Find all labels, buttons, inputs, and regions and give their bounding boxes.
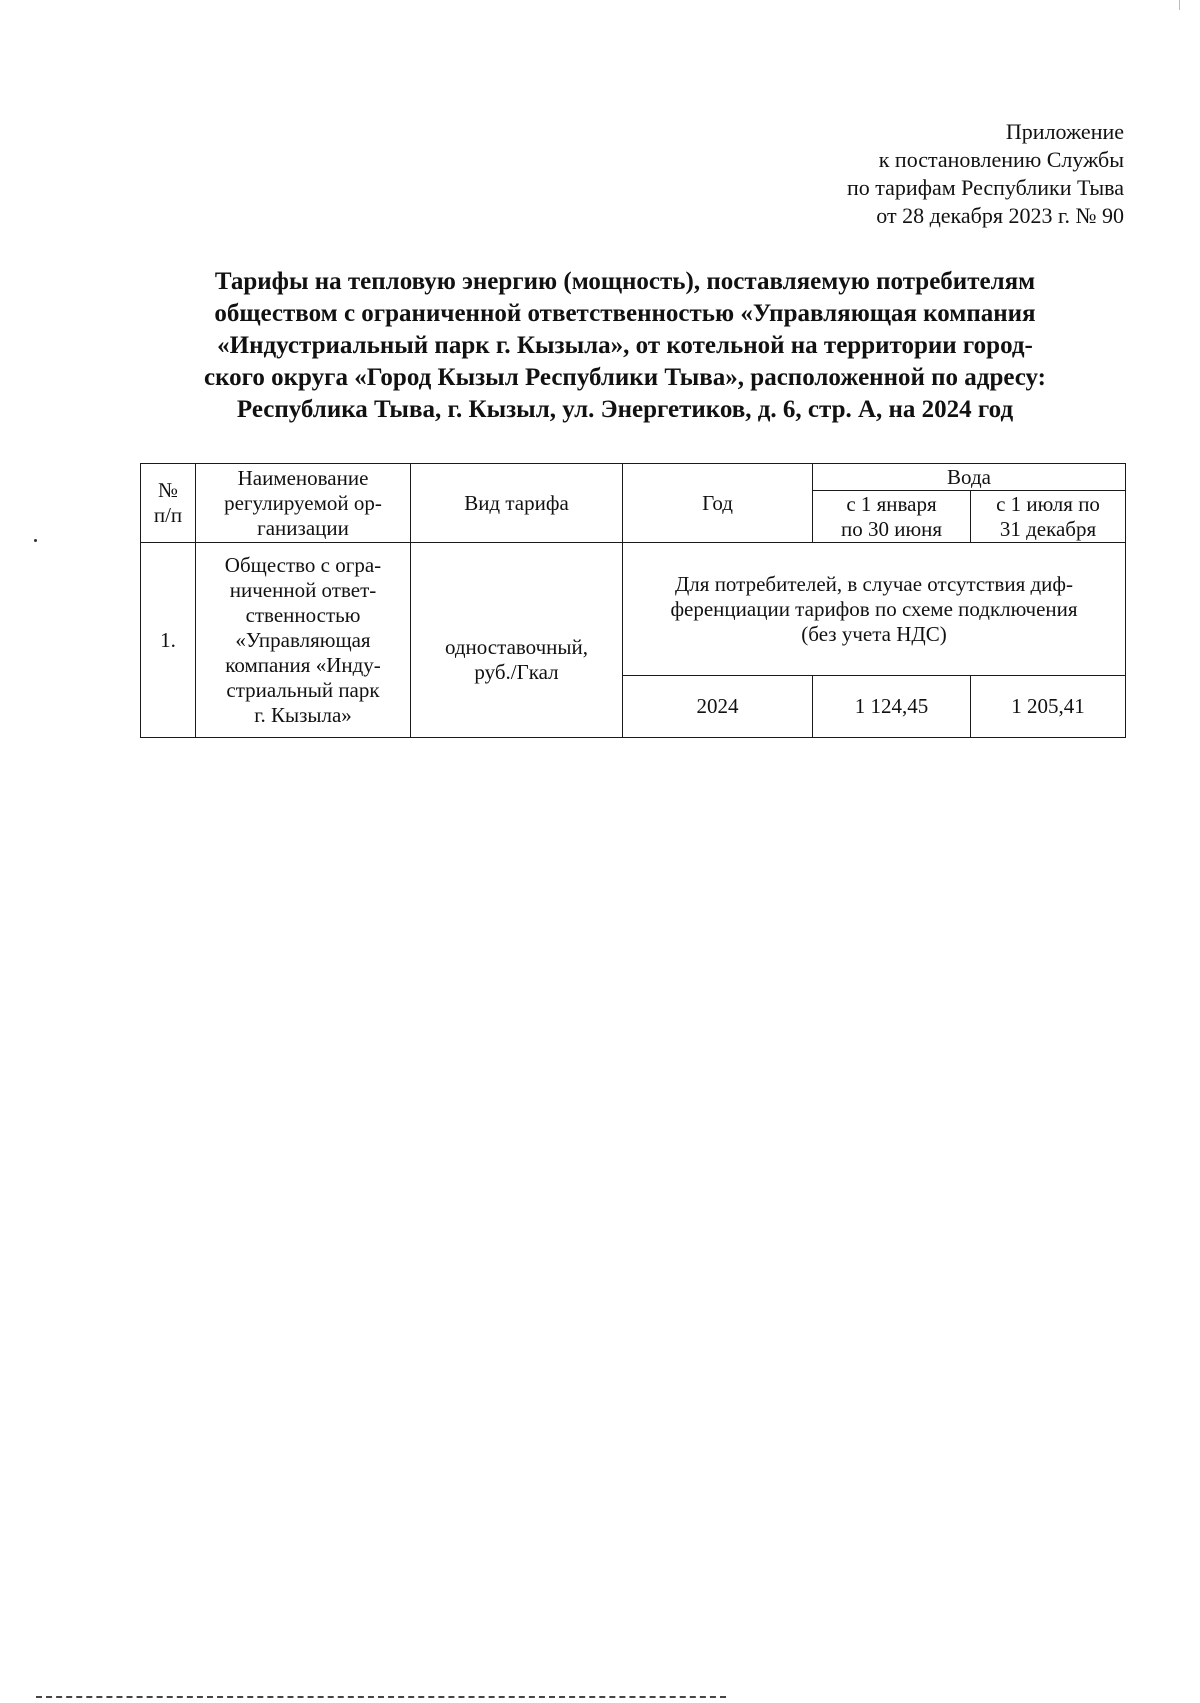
appendix-reference bbox=[704, 118, 1124, 230]
row-org-name: Общество с огра- ниченной ответ- ственностью «Управляющая компания «Инду- стриальный парк г. Кызыла» bbox=[196, 543, 411, 738]
document-title bbox=[150, 266, 1100, 426]
row-value-period-1: 1 124,45 bbox=[813, 676, 971, 738]
title-line: Тарифы на тепловую энергию (мощность), поставляемую потребителям bbox=[214, 268, 1036, 295]
scan-artifact-top bbox=[1179, 0, 1180, 10]
header-water-group: Вода bbox=[813, 464, 1126, 491]
header-period-2: с 1 июля по 31 декабря bbox=[971, 491, 1126, 543]
table-row bbox=[141, 543, 1126, 676]
header-num: № п/п bbox=[141, 464, 196, 543]
appendix-line: к постановлению Службы bbox=[878, 147, 1124, 172]
title-line: Республика Тыва, г. Кызыл, ул. Энергетиков, д. 6, стр. А, на 2024 год bbox=[236, 396, 1014, 423]
appendix-line: по тарифам Республики Тыва bbox=[847, 175, 1124, 200]
row-num: 1. bbox=[141, 543, 196, 738]
header-row bbox=[141, 464, 1126, 491]
appendix-line: Приложение bbox=[1005, 119, 1124, 144]
row-value-period-2: 1 205,41 bbox=[971, 676, 1126, 738]
header-tariff-type: Вид тарифа bbox=[411, 464, 623, 543]
appendix-line: от 28 декабря 2023 г. № 90 bbox=[876, 203, 1124, 228]
row-year: 2024 bbox=[623, 676, 813, 738]
title-line: «Индустриальный парк г. Кызыла», от котельной на территории город- bbox=[217, 332, 1033, 359]
scan-artifact-dot bbox=[34, 539, 37, 542]
header-period-1: с 1 января по 30 июня bbox=[813, 491, 971, 543]
tariff-table bbox=[140, 463, 1126, 738]
header-year: Год bbox=[623, 464, 813, 543]
row-tariff-type: одноставочный, руб./Гкал bbox=[411, 543, 623, 738]
title-line: обществом с ограниченной ответственностью «Управляющая компания bbox=[214, 300, 1036, 327]
scan-artifact-bottom-rule bbox=[36, 1696, 726, 1698]
row-consumer-note: Для потребителей, в случае отсутствия диф- ференциации тарифов по схеме подключения (без учета НДС) bbox=[623, 543, 1126, 676]
title-line: ского округа «Город Кызыл Республики Тыва», расположенной по адресу: bbox=[203, 364, 1047, 391]
header-org-name: Наименование регулируемой ор- ганизации bbox=[196, 464, 411, 543]
